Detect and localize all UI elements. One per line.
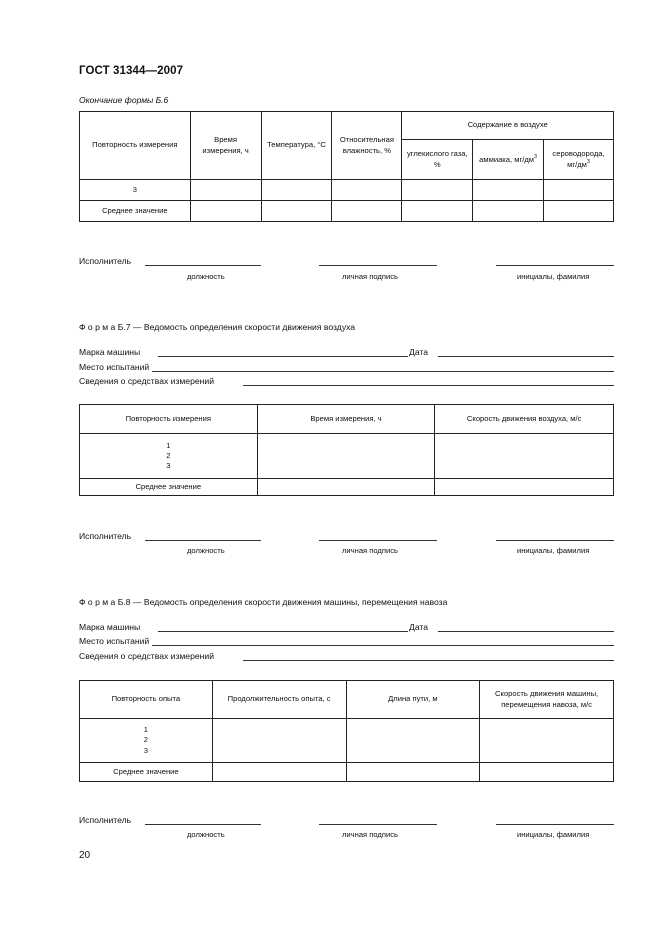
form-b7-table (79, 404, 614, 496)
table-cell[interactable] (332, 180, 402, 201)
row-numbers (80, 719, 213, 763)
table-cell[interactable] (190, 201, 261, 222)
table-cell[interactable] (435, 434, 614, 479)
name-caption: инициалы, фамилия (517, 272, 590, 281)
date-label: Дата (409, 347, 429, 357)
row-numbers (80, 434, 258, 479)
row-label-average: Среднее значение (80, 479, 258, 496)
table-cell[interactable] (190, 180, 261, 201)
col-header-co2: углекислого газа, % (402, 140, 473, 180)
col-header-h2s (544, 140, 614, 180)
table-cell[interactable] (332, 201, 402, 222)
signature-line[interactable] (319, 265, 437, 266)
form-b6-table (79, 111, 614, 222)
executor-label: Исполнитель (79, 256, 132, 266)
col-header-duration: Продолжительность опыта, с (212, 681, 346, 719)
form-b7-title: Ф о р м а Б.7 — Ведомость определения скорости движения воздуха (79, 322, 356, 332)
table-cell[interactable] (257, 479, 435, 496)
instruments-label: Сведения о средствах измерений (79, 651, 214, 661)
row-number: 3 (166, 461, 171, 471)
table-cell[interactable] (473, 180, 544, 201)
place-field[interactable] (152, 371, 614, 372)
signature-line[interactable] (319, 824, 437, 825)
row-number: 3 (143, 745, 148, 755)
machine-field[interactable] (158, 356, 408, 357)
position-caption: должность (187, 546, 225, 555)
row-number: 1 (166, 440, 171, 450)
col-header-air-content: Содержание в воздухе (402, 112, 614, 140)
col-header-temp: Температура, °С (261, 112, 332, 180)
name-line[interactable] (496, 824, 614, 825)
col-header-time: Время измерения, ч (257, 405, 435, 434)
position-caption: должность (187, 830, 225, 839)
page-number: 20 (79, 850, 91, 861)
date-label: Дата (409, 622, 429, 632)
col-header-nh3 (473, 140, 544, 180)
position-line[interactable] (145, 540, 261, 541)
machine-label: Марка машины (79, 347, 141, 357)
row-label-3: 3 (80, 180, 191, 201)
table-cell[interactable] (212, 763, 346, 782)
machine-field[interactable] (158, 631, 408, 632)
table-cell[interactable] (402, 201, 473, 222)
table-cell[interactable] (435, 479, 614, 496)
instruments-label: Сведения о средствах измерений (79, 376, 214, 386)
unit-superscript: 3 (533, 153, 538, 160)
place-label: Место испытаний (79, 362, 150, 372)
table-cell[interactable] (257, 434, 435, 479)
name-line[interactable] (496, 265, 614, 266)
table-cell[interactable] (544, 201, 614, 222)
col-header-air-speed: Скорость движения воздуха, м/с (435, 405, 614, 434)
position-line[interactable] (145, 265, 261, 266)
date-field[interactable] (438, 631, 614, 632)
table-cell[interactable] (212, 719, 346, 763)
table-cell[interactable] (480, 763, 614, 782)
form-b6-subtitle: Окончание формы Б.6 (79, 95, 169, 105)
row-label-average: Среднее значение (80, 201, 191, 222)
position-caption: должность (187, 272, 225, 281)
col-header-repeat: Повторность опыта (80, 681, 213, 719)
signature-caption: личная подпись (342, 272, 398, 281)
name-line[interactable] (496, 540, 614, 541)
col-header-humidity: Относительная влажность, % (332, 112, 402, 180)
signature-caption: личная подпись (342, 546, 398, 555)
table-cell[interactable] (261, 180, 332, 201)
table-cell[interactable] (544, 180, 614, 201)
table-cell[interactable] (261, 201, 332, 222)
h2s-label: сероводорода, мг/дм (552, 148, 605, 169)
unit-superscript: 3 (586, 159, 590, 165)
table-cell[interactable] (480, 719, 614, 763)
name-caption: инициалы, фамилия (517, 830, 590, 839)
col-header-speed: Скорость движения машины, перемещения навоза, м/с (480, 681, 614, 719)
col-header-repeat: Повторность измерения (80, 405, 258, 434)
nh3-label: аммиака, мг/дм (479, 154, 534, 164)
col-header-time: Время измерения, ч (190, 112, 261, 180)
form-b8-title: Ф о р м а Б.8 — Ведомость определения скорости движения машины, перемещения навоза (79, 597, 448, 607)
instruments-field[interactable] (243, 660, 614, 661)
table-cell[interactable] (473, 201, 544, 222)
row-number: 2 (166, 450, 171, 460)
date-field[interactable] (438, 356, 614, 357)
page-header: ГОСТ 31344—2007 (79, 65, 184, 77)
place-label: Место испытаний (79, 636, 150, 646)
position-line[interactable] (145, 824, 261, 825)
table-cell[interactable] (346, 763, 480, 782)
table-cell[interactable] (346, 719, 480, 763)
row-number: 1 (143, 725, 148, 735)
signature-caption: личная подпись (342, 830, 398, 839)
machine-label: Марка машины (79, 622, 141, 632)
form-b8-table (79, 680, 614, 782)
place-field[interactable] (152, 645, 614, 646)
instruments-field[interactable] (243, 385, 614, 386)
executor-label: Исполнитель (79, 531, 132, 541)
table-cell[interactable] (402, 180, 473, 201)
col-header-path-length: Длина пути, м (346, 681, 480, 719)
row-label-average: Среднее значение (80, 763, 213, 782)
executor-label: Исполнитель (79, 815, 132, 825)
signature-line[interactable] (319, 540, 437, 541)
row-number: 2 (143, 735, 148, 745)
col-header-repeat: Повторность измерения (80, 112, 191, 180)
name-caption: инициалы, фамилия (517, 546, 590, 555)
